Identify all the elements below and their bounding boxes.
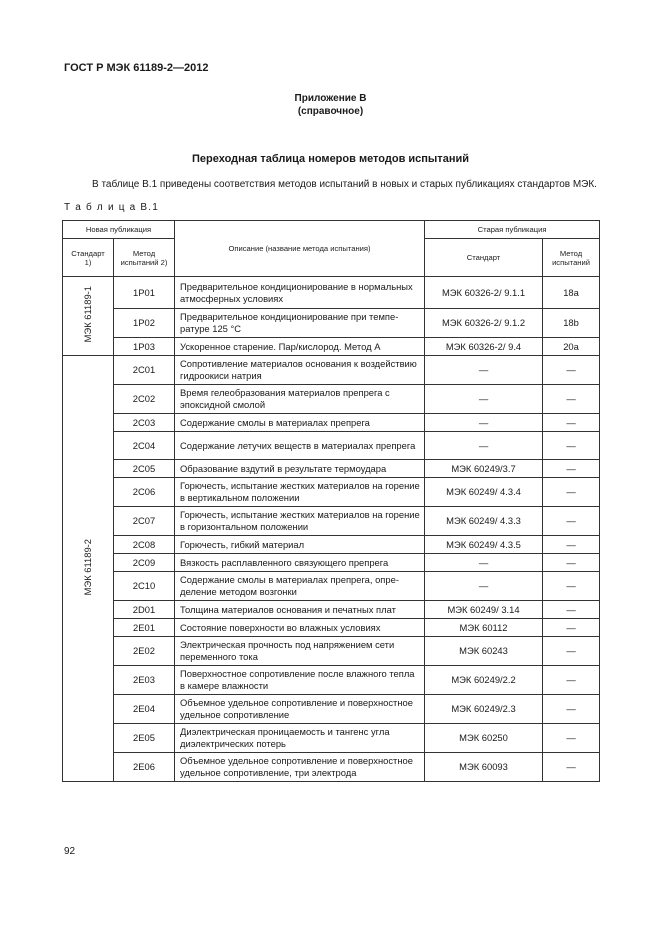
- method-cell: 2C07: [114, 507, 175, 536]
- header-standard-old: Стандарт: [425, 239, 543, 277]
- old-standard-cell: —: [425, 385, 543, 414]
- method-cell: 2C08: [114, 536, 175, 554]
- table-row: [63, 478, 600, 507]
- old-standard-cell: МЭК 60249/3.7: [425, 460, 543, 478]
- table-row: [63, 724, 600, 753]
- old-standard-cell: —: [425, 572, 543, 601]
- group-standard-label: МЭК 61189-2: [82, 538, 93, 596]
- old-method-cell: —: [543, 414, 600, 432]
- description-cell: Горючесть, испытание жестких материалов на горение в вертикальном положении: [175, 478, 425, 507]
- old-standard-cell: МЭК 60249/ 4.3.3: [425, 507, 543, 536]
- method-cell: 2E05: [114, 724, 175, 753]
- old-standard-cell: —: [425, 356, 543, 385]
- header-method-new: Метод испытаний 2): [114, 239, 175, 277]
- old-standard-cell: МЭК 60249/ 3.14: [425, 601, 543, 619]
- description-cell: Горючесть, испытание жестких материалов на горение в горизонтальном положении: [175, 507, 425, 536]
- table-row: [63, 666, 600, 695]
- method-cell: 1P03: [114, 338, 175, 356]
- old-standard-cell: —: [425, 414, 543, 432]
- table-row: [63, 277, 600, 309]
- old-standard-cell: МЭК 60326-2/ 9.1.1: [425, 277, 543, 309]
- old-method-cell: —: [543, 536, 600, 554]
- method-cell: 1P02: [114, 309, 175, 338]
- description-cell: Содержание смолы в материалах препрега, определение методом возгонки: [175, 572, 425, 601]
- method-cell: 2E04: [114, 695, 175, 724]
- old-standard-cell: МЭК 60249/ 4.3.5: [425, 536, 543, 554]
- old-method-cell: —: [543, 666, 600, 695]
- table-row: [63, 309, 600, 338]
- table-row: [63, 460, 600, 478]
- appendix-heading: [0, 92, 661, 118]
- appendix-title: Приложение В: [294, 93, 367, 104]
- table-row: [63, 601, 600, 619]
- table-row: [63, 695, 600, 724]
- old-method-cell: —: [543, 507, 600, 536]
- description-cell: Образование вздутий в результате термоудара: [175, 460, 425, 478]
- old-standard-cell: МЭК 60249/ 4.3.4: [425, 478, 543, 507]
- old-standard-cell: —: [425, 432, 543, 460]
- method-cell: 2E02: [114, 637, 175, 666]
- method-cell: 2C09: [114, 554, 175, 572]
- description-cell: Объемное удельное сопротивление и поверхностное удельное сопротивление: [175, 695, 425, 724]
- header-description: Описание (название метода испытания): [175, 221, 425, 277]
- method-cell: 1P01: [114, 277, 175, 309]
- table-row: [63, 637, 600, 666]
- old-method-cell: —: [543, 554, 600, 572]
- old-method-cell: —: [543, 460, 600, 478]
- old-method-cell: —: [543, 385, 600, 414]
- method-cell: 2C05: [114, 460, 175, 478]
- group-standard-cell: [63, 277, 114, 356]
- methods-table: [62, 220, 600, 782]
- old-method-cell: —: [543, 619, 600, 637]
- page-number: 92: [64, 846, 76, 857]
- table-row: [63, 753, 600, 782]
- old-standard-cell: МЭК 60243: [425, 637, 543, 666]
- old-standard-cell: МЭК 60326-2/ 9.4: [425, 338, 543, 356]
- old-method-cell: —: [543, 356, 600, 385]
- section-intro: В таблице В.1 приведены соответствия методов испытаний в новых и старых публикациях стандартов МЭК.: [92, 179, 597, 190]
- table-row: [63, 432, 600, 460]
- old-standard-cell: МЭК 60250: [425, 724, 543, 753]
- table-body: [63, 277, 600, 782]
- table-row: [63, 507, 600, 536]
- description-cell: Время гелеобразования материалов препрега с эпоксидной смолой: [175, 385, 425, 414]
- method-cell: 2D01: [114, 601, 175, 619]
- table-row: [63, 356, 600, 385]
- description-cell: Содержание летучих веществ в материалах препрега: [175, 432, 425, 460]
- description-cell: Объемное удельное сопротивление и поверхностное удельное сопротивление, три электрода: [175, 753, 425, 782]
- table-row: [63, 536, 600, 554]
- description-cell: Поверхностное сопротивление после влажного тепла в камере влажности: [175, 666, 425, 695]
- method-cell: 2E03: [114, 666, 175, 695]
- old-method-cell: —: [543, 724, 600, 753]
- old-method-cell: —: [543, 637, 600, 666]
- header-method-old: Метод испытаний: [543, 239, 600, 277]
- old-method-cell: 20a: [543, 338, 600, 356]
- description-cell: Предварительное кондиционирование в нормальных атмосферных условиях: [175, 277, 425, 309]
- description-cell: Сопротивление материалов основания к воздействию гидроокиси натрия: [175, 356, 425, 385]
- description-cell: Предварительное кондиционирование при температуре 125 °С: [175, 309, 425, 338]
- table-row: [63, 385, 600, 414]
- method-cell: 2C02: [114, 385, 175, 414]
- header-new-publication: Новая публикация: [63, 221, 175, 239]
- method-cell: 2E01: [114, 619, 175, 637]
- document-standard-header: ГОСТ Р МЭК 61189-2—2012: [64, 62, 209, 74]
- old-standard-cell: МЭК 60326-2/ 9.1.2: [425, 309, 543, 338]
- old-method-cell: —: [543, 478, 600, 507]
- method-cell: 2C04: [114, 432, 175, 460]
- section-title: Переходная таблица номеров методов испытаний: [192, 153, 469, 165]
- description-cell: Вязкость расплавленного связующего препрега: [175, 554, 425, 572]
- old-method-cell: 18a: [543, 277, 600, 309]
- method-cell: 2C01: [114, 356, 175, 385]
- description-cell: Диэлектрическая проницаемость и тангенс угла диэлектрических потерь: [175, 724, 425, 753]
- table-row: [63, 338, 600, 356]
- old-standard-cell: —: [425, 554, 543, 572]
- method-cell: 2C10: [114, 572, 175, 601]
- old-method-cell: —: [543, 695, 600, 724]
- old-standard-cell: МЭК 60093: [425, 753, 543, 782]
- description-cell: Электрическая прочность под напряжением сети переменного тока: [175, 637, 425, 666]
- group-standard-label: МЭК 61189-1: [82, 286, 93, 343]
- description-cell: Ускоренное старение. Пар/кислород. Метод А: [175, 338, 425, 356]
- appendix-subtitle: (справочное): [297, 106, 364, 117]
- description-cell: Состояние поверхности во влажных условиях: [175, 619, 425, 637]
- header-old-publication: Старая публикация: [425, 221, 600, 239]
- old-standard-cell: МЭК 60249/2.2: [425, 666, 543, 695]
- method-cell: 2C03: [114, 414, 175, 432]
- old-method-cell: 18b: [543, 309, 600, 338]
- table-row: [63, 619, 600, 637]
- old-method-cell: —: [543, 432, 600, 460]
- group-standard-cell: [63, 356, 114, 782]
- description-cell: Содержание смолы в материалах препрега: [175, 414, 425, 432]
- table-row: [63, 572, 600, 601]
- old-method-cell: —: [543, 572, 600, 601]
- description-cell: Толщина материалов основания и печатных плат: [175, 601, 425, 619]
- method-cell: 2C06: [114, 478, 175, 507]
- old-standard-cell: МЭК 60249/2.3: [425, 695, 543, 724]
- old-method-cell: —: [543, 753, 600, 782]
- old-method-cell: —: [543, 601, 600, 619]
- description-cell: Горючесть, гибкий материал: [175, 536, 425, 554]
- table-row: [63, 414, 600, 432]
- old-standard-cell: МЭК 60112: [425, 619, 543, 637]
- table-header: [63, 221, 600, 277]
- table-caption: Т а б л и ц а В.1: [64, 202, 159, 213]
- method-cell: 2E06: [114, 753, 175, 782]
- header-standard-new: Стандарт 1): [63, 239, 114, 277]
- table-row: [63, 554, 600, 572]
